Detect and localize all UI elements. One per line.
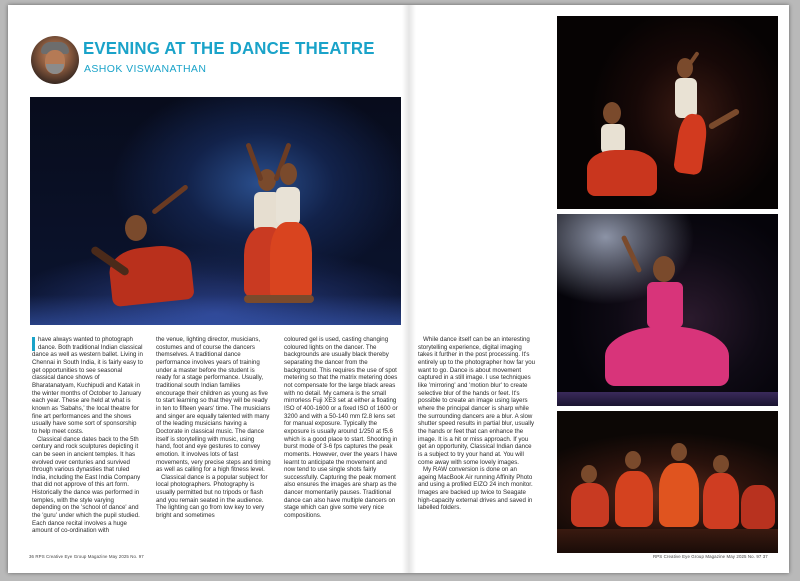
footer-right: RPS Creative Eye Group Magazine May 2025 No. 97 37: [653, 554, 768, 559]
author-portrait: [31, 36, 79, 84]
paragraph: While dance itself can be an interesting storytelling experience, digital imaging takes it further in the post processing. It's entirely up to the photographer how far you want to go. Dance is about movement captured in a still image. I use techniques like 'mirroring' and 'motion blur' to create selective blur of the hands or feet. It's possible to create an image using layers where the principal dancer is sharp while the surrounding dancers are a blur. A slow shutter speed results in partial blur, usually the hands or feet that can enhance the image. It is a hit or miss approach. If you get an opportunity, Classical Indian dance is a subject to try your hand at. You will come away with some lovely images.: [418, 336, 536, 466]
article-title: EVENING AT THE DANCE THEATRE: [83, 38, 375, 58]
paragraph: coloured gel is used, casting changing coloured lights on the dancer. The backgrounds are usually black thereby separating the dancer from the background. This requires the use of spot metering so that the matrix metering does not compensate for the large black areas with no detail. My camera is the small mirrorless Fuji XE3 set at either a floating ISO of 400-1600 or a fixed ISO of 1600 or 3200 and with a 50-140 mm f2.8 lens set for manual exposure. Typically the exposure is usually around 1/250 at f5.6 which is a good place to start. Shooting in burst mode of 3-6 fps captures the peak moments. However, over the years I have learnt to anticipate the movement and now tend to use single shots fairly successfully. Capturing the peak moment also ensures the images are sharp as the dancer momentarily pauses. Traditional dance can also have multiple dancers on stage which can give some very nice compositions.: [284, 336, 398, 520]
body-column-4: [418, 336, 536, 512]
paragraph: have always wanted to photograph dance. Both traditional Indian classical dance as well as western ballet. Living in Chennai in South India, it is fairly easy to get opportunities to see seasonal classical dance shows of Bharatanatyam, Kuchipudi and Katak in the winter months of October to January each year. These are held at what is known as 'Sabahs,' the local theatre for fine art performances and the shows usually have some sort of sponsorship to help meet costs.: [32, 336, 143, 435]
paragraph: Classical dance dates back to the 5th century and rock sculptures depicting it can be seen in ancient temples. It has evolved over centuries and survived through various dynasties that ruled India, including the East India Company that did not approve of this art form. Historically the dance was performed in temples, with the style varying depending on the 'school of dance' and the 'guru' under which the pupil studied. Each dance recital involves a huge amount of co-ordination with: [32, 435, 141, 535]
paragraph: the venue, lighting director, musicians, costumes and of course the dancers themselves. A traditional dance performance involves years of training under a master before the student is ready for a stage performance. Usually, traditional south Indian families encourage their children as young as five to start learning so that they will be ready in ten to fifteen years' time. The musicians and singer are equally talented with many of the leading musicians having a Doctorate in classical music. The dance itself is storytelling with music, using hand, foot and eye gestures to convey emotion. It involves lots of fast movements, very precise steps and timing as well as calling for a high fitness level.: [156, 336, 271, 474]
body-column-3: [284, 336, 398, 520]
dance-photo-1: [557, 16, 778, 209]
body-column-1: [32, 336, 143, 535]
magazine-spread: [8, 5, 789, 573]
author-name: ASHOK VISWANATHAN: [84, 63, 207, 75]
paragraph: My RAW conversion is done on an ageing MacBook Air running Affinity Photo and using a profiled EIZO 24 inch monitor. Images are backed up twice to Seagate high-capacity external drives and saved in labelled folders.: [418, 466, 533, 512]
body-column-2: [156, 336, 271, 520]
footer-left: 36 RPS Creative Eye Group Magazine May 2025 No. 97: [29, 554, 144, 559]
dance-photo-3: [557, 411, 778, 553]
drop-cap-marker: [32, 337, 35, 351]
paragraph: Classical dance is a popular subject for local photographers. Photography is usually permitted but no tripods or flash and you remain seated in the audience. The lighting can go from low key to very bright and sometimes: [156, 473, 268, 520]
page-gutter: [402, 5, 416, 573]
dance-photo-2: [557, 214, 778, 406]
hero-dance-photo: [30, 97, 401, 325]
